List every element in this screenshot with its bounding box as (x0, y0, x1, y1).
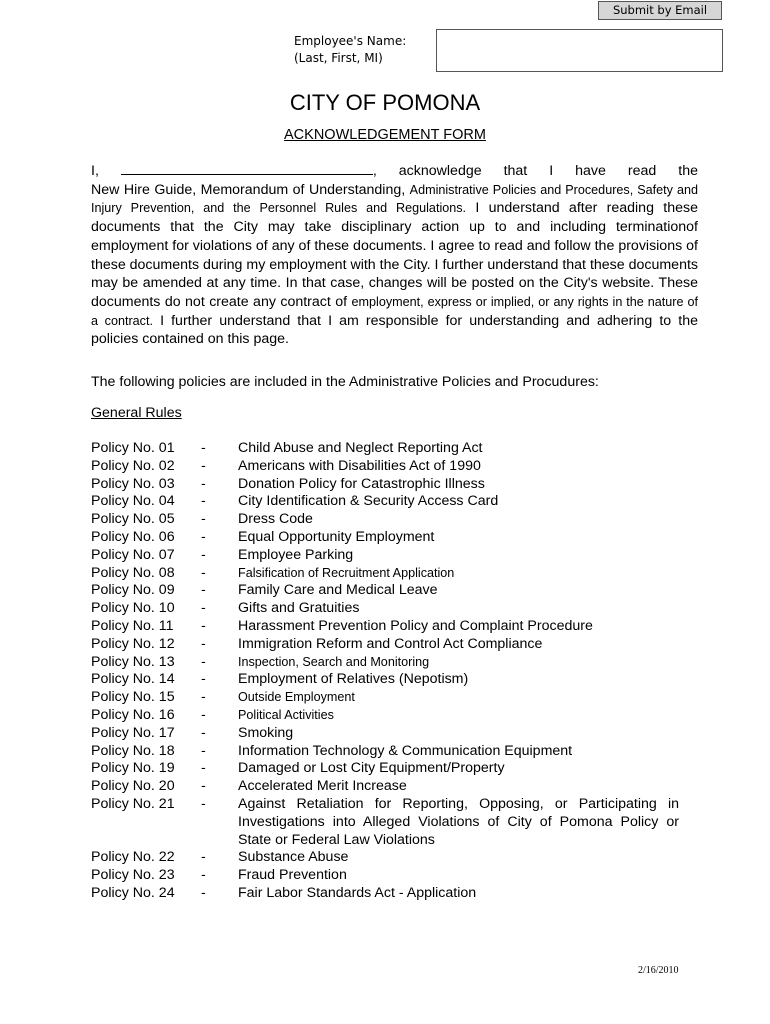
policy-dash: - (201, 457, 206, 474)
employee-name-input[interactable] (436, 29, 723, 72)
policy-row (91, 707, 691, 725)
text-part4: I understand after reading these documents that the City may take disciplinary action up to and including terminationof employment for violations of any of these documents. I agree to read and follow the provisions of these documents during my employment with the City. I further understand that these documents may be amended at any time. In that case, changes will be posted on the City's website. These documents do not create any contract of (91, 200, 698, 310)
policy-row (91, 867, 691, 885)
policy-row (91, 849, 691, 867)
policy-title: Accelerated Merit Increase (238, 778, 407, 795)
policy-title: Smoking (238, 724, 294, 741)
employee-name-label-line1: Employee's Name: (294, 34, 407, 48)
policy-number: Policy No. 17 (91, 724, 175, 741)
policy-dash: - (201, 742, 206, 759)
policy-row (91, 440, 691, 458)
policy-dash: - (201, 867, 206, 884)
policy-title: Donation Policy for Catastrophic Illness (238, 475, 485, 492)
policy-row (91, 493, 691, 511)
submit-by-email-button[interactable]: Submit by Email (598, 1, 722, 20)
policy-row (91, 529, 691, 547)
policy-dash: - (201, 760, 206, 777)
general-rules-heading: General Rules (91, 405, 182, 421)
footer-date: 2/16/2010 (638, 965, 679, 976)
policy-row (91, 725, 691, 743)
policy-dash: - (201, 689, 206, 706)
policy-title: Equal Opportunity Employment (238, 528, 435, 545)
policy-dash: - (201, 706, 206, 723)
policy-title: Information Technology & Communication Equipment (238, 742, 573, 759)
policy-row (91, 565, 691, 583)
policy-row (91, 511, 691, 529)
policy-number: Policy No. 05 (91, 511, 175, 528)
policy-dash: - (201, 600, 206, 617)
policy-row (91, 796, 691, 849)
policy-dash: - (201, 511, 206, 528)
policy-number: Policy No. 07 (91, 546, 175, 563)
policy-dash: - (201, 440, 206, 456)
text-part6: I further understand that I am responsible for understanding and adhering to the policies contained on this page. (91, 312, 698, 348)
policy-number: Policy No. 10 (91, 600, 175, 617)
text-i: I, (91, 163, 99, 179)
first-line (91, 160, 698, 181)
policy-title: Immigration Reform and Control Act Compliance (238, 635, 543, 652)
policy-number: Policy No. 13 (91, 653, 175, 670)
policy-number: Policy No. 08 (91, 564, 175, 581)
policy-row (91, 476, 691, 494)
policy-title: Outside Employment (238, 690, 355, 705)
policy-number: Policy No. 01 (91, 440, 175, 456)
policy-title: City Identification & Security Access Card (238, 493, 499, 510)
policy-dash: - (201, 778, 206, 795)
policy-dash: - (201, 653, 206, 670)
page-title: CITY OF POMONA (289, 90, 481, 115)
policy-dash: - (201, 849, 206, 866)
policy-dash: - (201, 528, 206, 545)
policy-title: Substance Abuse (238, 849, 349, 866)
policy-title: Fraud Prevention (238, 867, 347, 884)
policy-row (91, 618, 691, 636)
employee-name-label-line2: (Last, First, MI) (294, 51, 383, 65)
policy-title: Family Care and Medical Leave (238, 582, 438, 599)
policy-row (91, 458, 691, 476)
policy-dash: - (201, 635, 206, 652)
policy-row (91, 636, 691, 654)
policy-number: Policy No. 14 (91, 671, 175, 688)
policy-row (91, 689, 691, 707)
policy-number: Policy No. 09 (91, 582, 175, 599)
included-policies-text: The following policies are included in the Administrative Policies and Procudures: (91, 374, 599, 390)
policy-dash: - (201, 617, 206, 634)
policy-number: Policy No. 12 (91, 635, 175, 652)
policy-dash: - (201, 795, 206, 812)
policy-title: Political Activities (238, 707, 334, 722)
policy-row (91, 743, 691, 761)
policy-title: Damaged or Lost City Equipment/Property (238, 760, 505, 777)
policy-number: Policy No. 24 (91, 884, 175, 901)
policy-row (91, 654, 691, 672)
policy-title: Inspection, Search and Monitoring (238, 654, 430, 669)
policy-row (91, 778, 691, 796)
acknowledgement-paragraph (91, 160, 698, 349)
policy-dash: - (201, 493, 206, 510)
policy-dash: - (201, 582, 206, 599)
policy-number: Policy No. 11 (91, 617, 174, 634)
policy-row (91, 760, 691, 778)
policy-title: Fair Labor Standards Act - Application (238, 884, 477, 901)
policy-dash: - (201, 564, 206, 581)
policy-title: Against Retaliation for Reporting, Opposing, or Participating in Investigations into Alleged Violations of City of Pomona Policy or State or Federal Law Violations (238, 795, 679, 848)
policy-dash: - (201, 546, 206, 563)
policy-number: Policy No. 23 (91, 867, 175, 884)
text-part2: New Hire Guide, Memorandum of Understanding, (91, 181, 406, 198)
policy-row (91, 600, 691, 618)
text-part5: employment, express or implied, or any rights in the nature of a contract. (91, 294, 698, 328)
policy-title: Child Abuse and Neglect Reporting Act (238, 440, 483, 456)
policy-number: Policy No. 20 (91, 778, 175, 795)
policy-number: Policy No. 03 (91, 475, 175, 492)
policy-dash: - (201, 671, 206, 688)
policy-number: Policy No. 04 (91, 493, 175, 510)
policy-number: Policy No. 02 (91, 457, 175, 474)
employee-name-label (294, 33, 406, 67)
policy-number: Policy No. 18 (91, 742, 175, 759)
policy-number: Policy No. 06 (91, 528, 175, 545)
policy-number: Policy No. 21 (91, 795, 175, 812)
policy-number: Policy No. 19 (91, 760, 175, 777)
policy-row (91, 582, 691, 600)
form-subtitle: ACKNOWLEDGEMENT FORM (284, 127, 486, 143)
text-acknowledge: , acknowledge that I have read the (372, 163, 698, 179)
policy-title: Americans with Disabilities Act of 1990 (238, 457, 481, 474)
policy-dash: - (201, 724, 206, 741)
policy-list (91, 440, 691, 903)
text-part3: Administrative Policies and Procedures, Safety and Injury Prevention, and the Personnel Rules and Regulations. (91, 182, 698, 216)
policy-title: Employee Parking (238, 546, 354, 563)
policy-title: Employment of Relatives (Nepotism) (238, 671, 469, 688)
policy-dash: - (201, 884, 206, 901)
policy-title: Falsification of Recruitment Application (238, 565, 455, 580)
policy-row (91, 671, 691, 689)
policy-dash: - (201, 475, 206, 492)
policy-title: Harassment Prevention Policy and Complaint Procedure (238, 617, 593, 634)
policy-number: Policy No. 15 (91, 689, 175, 706)
name-blank-line (121, 160, 373, 175)
policy-number: Policy No. 22 (91, 849, 175, 866)
policy-row (91, 547, 691, 565)
policy-title: Gifts and Gratuities (238, 600, 360, 617)
policy-row (91, 885, 691, 903)
policy-number: Policy No. 16 (91, 706, 175, 723)
policy-title: Dress Code (238, 511, 313, 528)
